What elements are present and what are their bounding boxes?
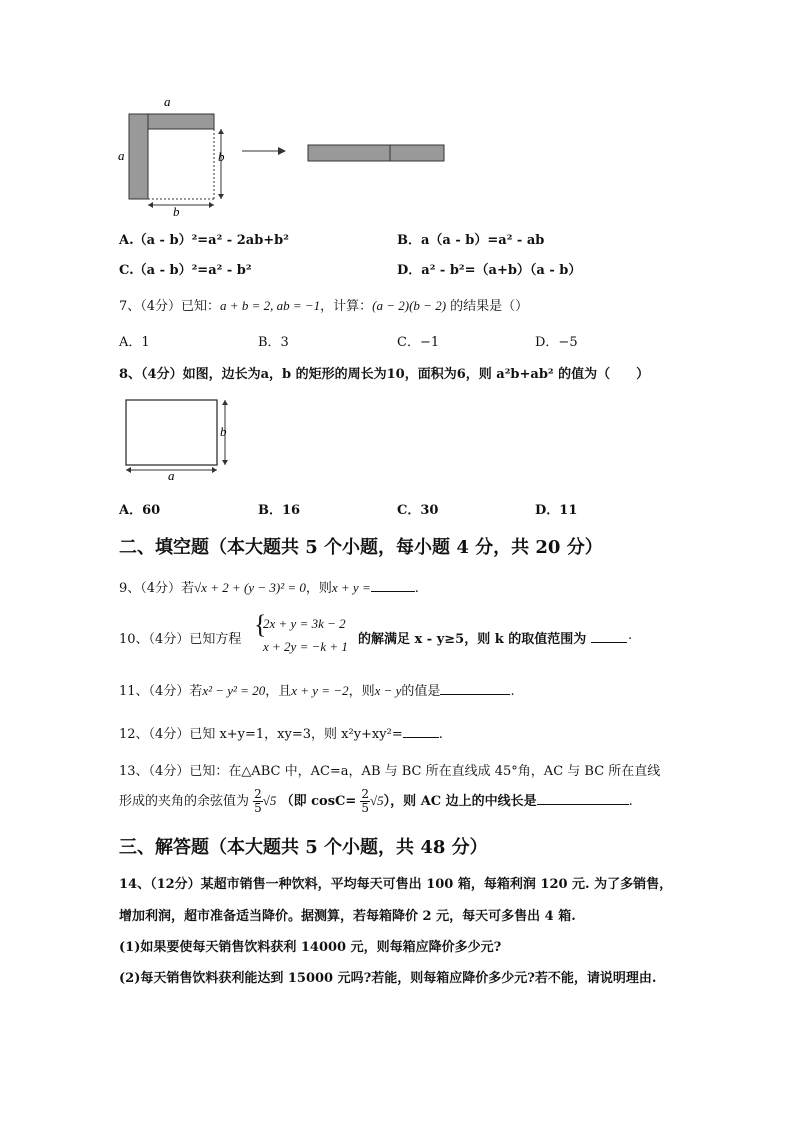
q9-end: . xyxy=(414,581,419,596)
label-a-left: a xyxy=(118,148,125,163)
top-strip xyxy=(148,114,214,129)
q11-mid: ，且 xyxy=(265,684,292,699)
q11-mid2: ，则 xyxy=(348,684,375,699)
q7-prefix: 7、（4分）已知： xyxy=(119,299,221,314)
q8-option-c: C．30 xyxy=(397,503,439,518)
q6-option-c: C.（a - b）²=a² - b² xyxy=(119,263,252,278)
q8-rectangle-figure xyxy=(120,392,245,482)
q12-stem xyxy=(119,723,443,742)
label-a: a xyxy=(168,468,175,482)
q11-answer-blank[interactable] xyxy=(440,682,510,695)
q14-line-1: 14、（12分）某超市销售一种饮料，平均每天可售出 100 箱，每箱利润 120 元. 为了多销售， xyxy=(119,877,673,892)
q13-line2-prefix: 形成的夹角的余弦值为 xyxy=(119,794,250,809)
q6-option-d: D．a² - b²=（a+b）（a - b） xyxy=(397,263,582,278)
result-strip-right xyxy=(390,145,444,161)
q8-option-a: A．60 xyxy=(119,503,161,518)
label-a-top: a xyxy=(164,94,171,109)
q13-line-2 xyxy=(119,788,633,815)
q10-equation-1: 2x + y = 3k − 2 xyxy=(263,616,346,631)
q8-stem: 8、（4分）如图，边长为a，b 的矩形的周长为10，面积为6，则 a²b+ab² 的值为（ ） xyxy=(119,367,650,382)
q8-option-b: B．16 xyxy=(258,503,301,518)
q11-stem xyxy=(119,680,515,699)
q9-stem xyxy=(119,577,419,596)
label-b: b xyxy=(220,424,227,439)
q13-end: . xyxy=(628,794,633,809)
q7-option-b: B．3 xyxy=(258,335,289,350)
q14-subquestion-1: (1)如果要使每天销售饮料获利 14000 元，则每箱应降价多少元? xyxy=(119,940,502,955)
q7-condition: a + b = 2, ab = −1 xyxy=(220,298,321,313)
q13-line2-mid: （即 cosC= xyxy=(280,794,357,809)
q7-option-d: D．−5 xyxy=(535,335,578,350)
q9-ask: x + y = xyxy=(331,580,371,595)
q13-line-1: 13、（4分）已知：在△ABC 中，AC=a，AB 与 BC 所在直线成 45°角，AC 与 BC 所在直线 xyxy=(119,764,661,779)
q9-expression: √x + 2 + (y − 3)² = 0 xyxy=(194,580,306,595)
q10-prefix: 10、（4分）已知方程 xyxy=(119,632,242,647)
section-3-heading: 三、解答题（本大题共 5 个小题，共 48 分） xyxy=(119,837,488,858)
q13-fraction-2: $\frac{2}{5}$ xyxy=(361,787,370,815)
q7-option-a: A．1 xyxy=(119,335,150,350)
q9-answer-blank[interactable] xyxy=(371,579,415,592)
q6-option-b: B．a（a - b）=a² - ab xyxy=(397,233,545,248)
q12-text: 12、（4分）已知 x+y=1，xy=3，则 x²y+xy²= xyxy=(119,727,403,742)
brace-icon: { xyxy=(254,610,267,639)
q7-mid: ，计算： xyxy=(320,299,373,314)
q9-prefix: 9、（4分）若 xyxy=(119,581,195,596)
label-b-right: b xyxy=(218,149,225,164)
q11-end: . xyxy=(510,684,515,699)
q7-option-c: C．−1 xyxy=(397,335,440,350)
q10-answer-blank[interactable] xyxy=(591,630,627,643)
q10-end: . xyxy=(628,628,633,643)
arrow-head xyxy=(278,147,286,155)
q11-suffix: 的值是 xyxy=(401,684,441,699)
q10-equation-2: x + 2y = −k + 1 xyxy=(263,639,348,654)
q6-square-figure xyxy=(110,92,460,217)
q13-answer-blank[interactable] xyxy=(537,792,629,805)
q8-option-d: D．11 xyxy=(535,503,578,518)
q11-prefix: 11、（4分）若 xyxy=(119,684,203,699)
label-b-bottom: b xyxy=(173,204,180,217)
q13-root-1: √5 xyxy=(262,793,277,808)
q7-suffix: 的结果是（） xyxy=(446,299,529,314)
q13-root-2: √5 xyxy=(370,793,384,808)
rectangle xyxy=(126,400,217,465)
q13-line2-suffix: ），则 AC 边上的中线长是 xyxy=(383,794,537,809)
q11-condition-2: x + y = −2 xyxy=(291,683,349,698)
q7-stem xyxy=(119,295,528,314)
result-strip-left xyxy=(308,145,390,161)
q14-subquestion-2: (2)每天销售饮料获利能达到 15000 元吗?若能，则每箱应降价多少元?若不能，请说明理由. xyxy=(119,971,657,986)
left-strip xyxy=(129,114,148,199)
q12-answer-blank[interactable] xyxy=(403,725,439,738)
q9-mid: ，则 xyxy=(305,581,332,596)
q13-fraction-1: $\frac{2}{5}$ xyxy=(254,787,262,815)
q11-ask: x − y xyxy=(374,683,402,698)
q14-line-2: 增加利润，超市准备适当降价。据测算，若每箱降价 2 元，每天可多售出 4 箱. xyxy=(119,909,576,924)
q10-suffix: 的解满足 x - y≥5，则 k 的取值范围为 xyxy=(358,632,587,647)
q7-expression: (a − 2)(b − 2) xyxy=(372,298,447,313)
q12-end: . xyxy=(438,727,443,742)
section-2-heading: 二、填空题（本大题共 5 个小题，每小题 4 分，共 20 分） xyxy=(119,537,603,558)
q11-condition-1: x² − y² = 20 xyxy=(202,683,266,698)
q6-option-a: A.（a - b）²=a² - 2ab+b² xyxy=(119,233,289,248)
